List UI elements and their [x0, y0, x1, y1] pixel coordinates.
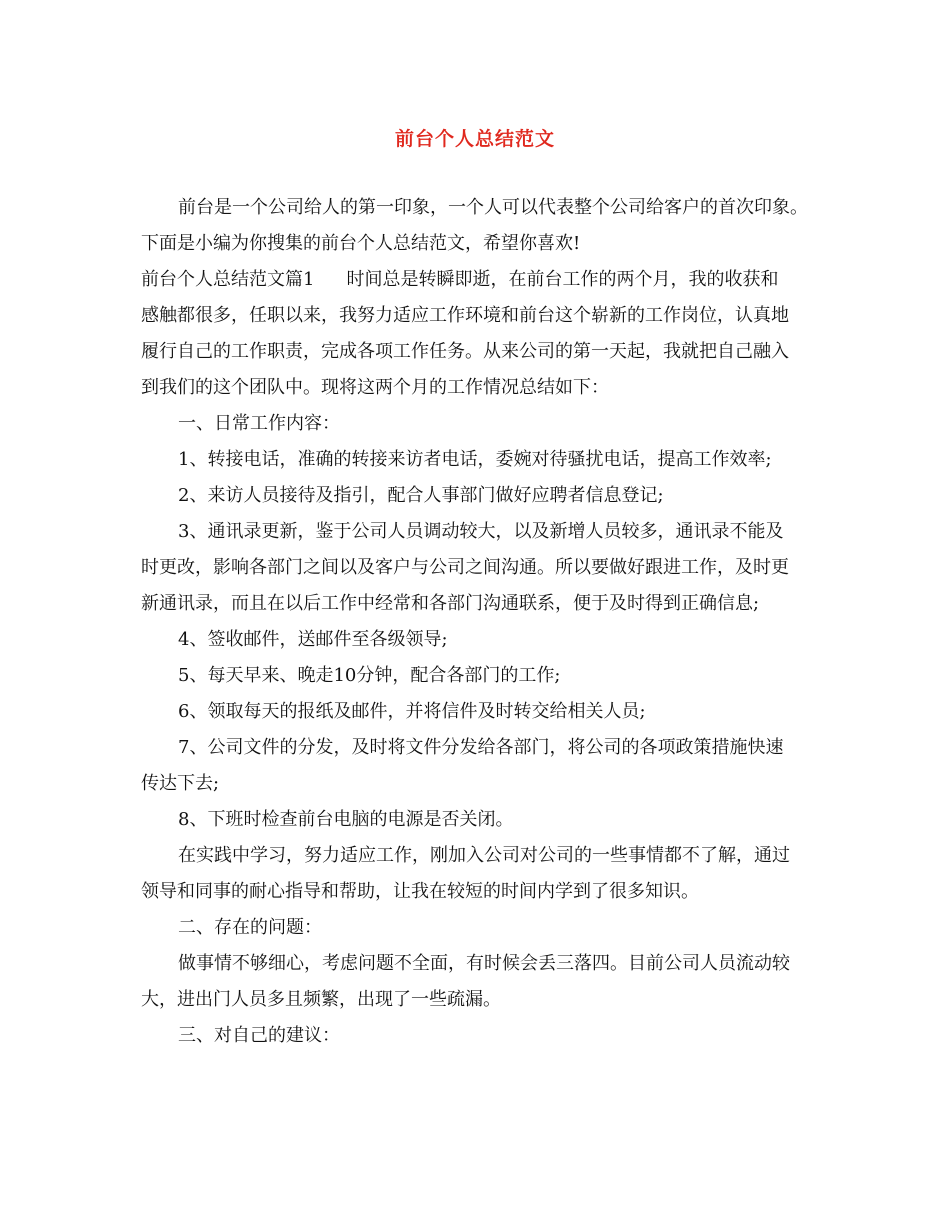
- paragraph-line: 领导和同事的耐心指导和帮助，让我在较短的时间内学到了很多知识。: [141, 881, 699, 902]
- section-heading: 前台个人总结范文篇1: [141, 269, 315, 290]
- paragraph-line: 前台是一个公司给人的第一印象，一个人可以代表整个公司给客户的首次印象。: [178, 197, 808, 218]
- list-item: 5、每天早来、晚走10分钟，配合各部门的工作;: [178, 665, 561, 686]
- document-body: [141, 190, 816, 1054]
- section-heading: 三、对自己的建议：: [178, 1025, 340, 1046]
- list-item-continuation: 传达下去;: [141, 773, 220, 794]
- paragraph-line: 在实践中学习，努力适应工作，刚加入公司对公司的一些事情都不了解，通过: [178, 845, 790, 866]
- paragraph-line: 大，进出门人员多且频繁，出现了一些疏漏。: [141, 989, 501, 1010]
- document-title: 前台个人总结范文: [394, 128, 555, 150]
- paragraph-line: 到我们的这个团队中。现将这两个月的工作情况总结如下：: [141, 377, 609, 398]
- list-item: 4、签收邮件，送邮件至各级领导;: [178, 629, 448, 650]
- paragraph-line: 做事情不够细心，考虑问题不全面，有时候会丢三落四。目前公司人员流动较: [178, 953, 790, 974]
- list-item: 3、通讯录更新，鉴于公司人员调动较大，以及新增人员较多，通讯录不能及: [178, 521, 784, 542]
- list-item: 6、领取每天的报纸及邮件，并将信件及时转交给相关人员;: [178, 701, 646, 722]
- section-heading: 一、日常工作内容：: [178, 413, 340, 434]
- list-item: 8、下班时检查前台电脑的电源是否关闭。: [178, 809, 514, 830]
- list-item: 7、公司文件的分发，及时将文件分发给各部门，将公司的各项政策措施快速: [178, 737, 784, 758]
- paragraph-line: 履行自己的工作职责，完成各项工作任务。从来公司的第一天起，我就把自己融入: [141, 341, 789, 362]
- list-item: 1、转接电话，准确的转接来访者电话，委婉对待骚扰电话，提高工作效率;: [178, 449, 772, 470]
- paragraph-line: 感触都很多，任职以来，我努力适应工作环境和前台这个崭新的工作岗位，认真地: [141, 305, 789, 326]
- paragraph-line: 下面是小编为你搜集的前台个人总结范文，希望你喜欢!: [141, 233, 581, 254]
- list-item: 2、来访人员接待及指引，配合人事部门做好应聘者信息登记;: [178, 485, 664, 506]
- list-item-continuation: 新通讯录，而且在以后工作中经常和各部门沟通联系，便于及时得到正确信息;: [141, 593, 760, 614]
- section-heading: 二、存在的问题：: [178, 917, 322, 938]
- paragraph-line: [141, 262, 816, 298]
- list-item-continuation: 时更改，影响各部门之间以及客户与公司之间沟通。所以要做好跟进工作，及时更: [141, 557, 789, 578]
- paragraph-text: 时间总是转瞬即逝，在前台工作的两个月，我的收获和: [346, 269, 779, 290]
